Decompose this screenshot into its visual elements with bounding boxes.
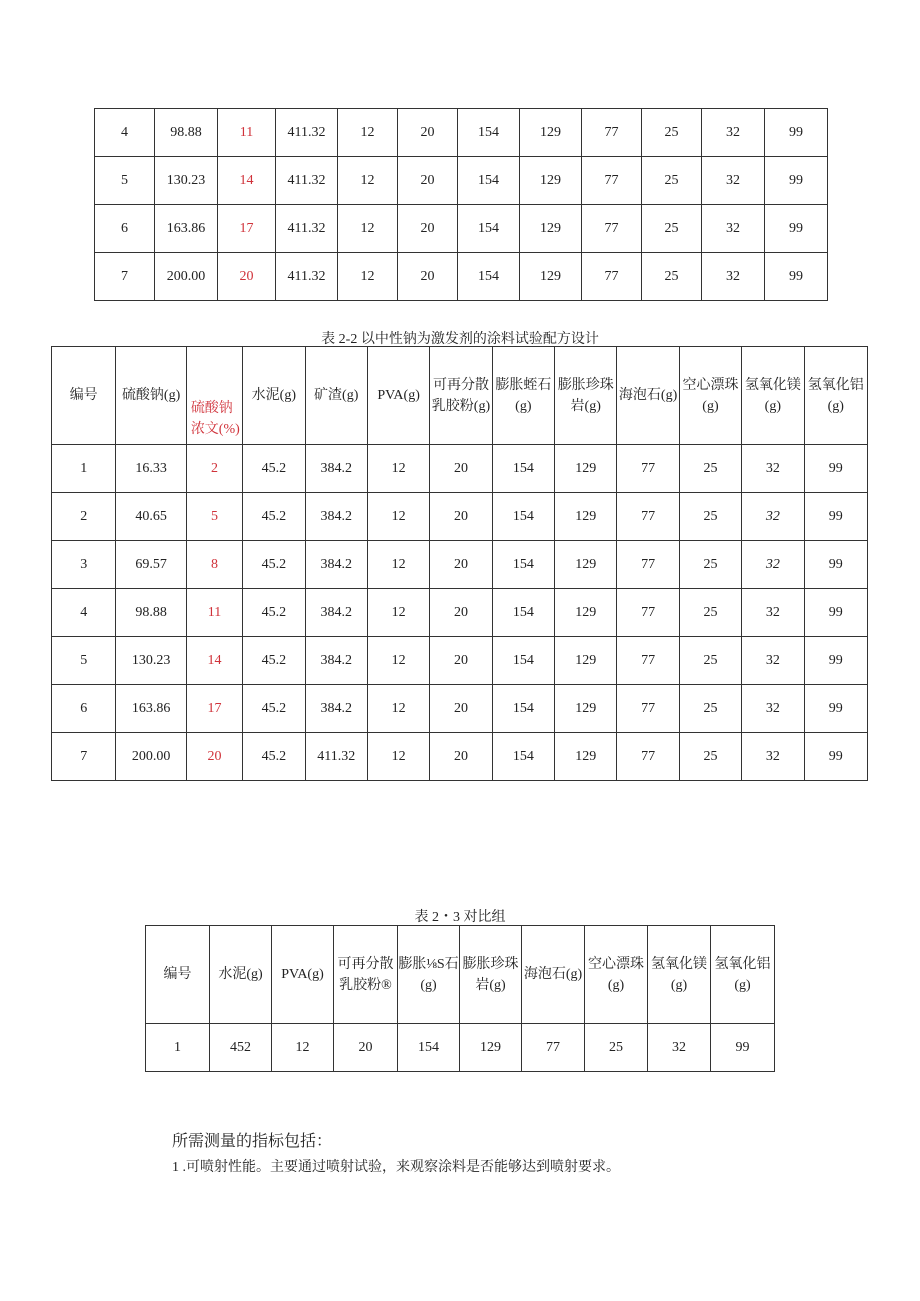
table-row <box>95 205 828 253</box>
header-sepiolite: 海泡石(g) <box>522 926 585 1024</box>
header-aluminum-hydroxide: 氢氧化铝(g) <box>804 347 867 445</box>
table-cell: 32 <box>742 493 804 541</box>
table-cell: 77 <box>617 493 679 541</box>
table-cell: 25 <box>642 109 702 157</box>
table-row <box>52 445 868 493</box>
table-row <box>52 589 868 637</box>
table-cell: 12 <box>338 157 398 205</box>
table-cell: 7 <box>52 733 116 781</box>
table-cell: 77 <box>582 109 642 157</box>
table-cell: 11 <box>186 589 242 637</box>
table-cell: 6 <box>95 205 155 253</box>
table-cell: 25 <box>642 157 702 205</box>
table-cell: 32 <box>742 733 804 781</box>
table-top-continuation <box>94 108 828 301</box>
table-cell: 8 <box>186 541 242 589</box>
table-cell: 7 <box>95 253 155 301</box>
table-cell: 20 <box>398 253 458 301</box>
header-sepiolite: 海泡石(g) <box>617 347 679 445</box>
table-cell: 411.32 <box>276 109 338 157</box>
table-cell: 32 <box>702 205 765 253</box>
table-cell: 5 <box>52 637 116 685</box>
table-2-3-caption: 表 2・3 对比组 <box>414 910 506 925</box>
table-cell: 45.2 <box>243 493 305 541</box>
table-cell: 129 <box>555 637 617 685</box>
table-cell: 25 <box>585 1024 648 1072</box>
header-sodium-sulfate: 硫酸钠(g) <box>116 347 186 445</box>
header-cement: 水泥(g) <box>210 926 272 1024</box>
header-magnesium-hydroxide: 氢氧化镁(g) <box>648 926 711 1024</box>
table-cell: 12 <box>367 493 429 541</box>
table-cell: 98.88 <box>155 109 218 157</box>
table-cell: 32 <box>702 253 765 301</box>
table-cell: 163.86 <box>155 205 218 253</box>
table-cell: 14 <box>186 637 242 685</box>
table-2-2-caption: 表 2-2 以中性钠为激发剂的涂料试验配方设计 <box>321 332 599 347</box>
table-cell: 200.00 <box>116 733 186 781</box>
table-cell: 77 <box>617 685 679 733</box>
table-cell: 25 <box>679 493 741 541</box>
table-cell: 20 <box>430 637 492 685</box>
table-cell: 77 <box>617 445 679 493</box>
table-cell: 154 <box>492 685 554 733</box>
table-cell: 154 <box>492 493 554 541</box>
table-cell: 99 <box>804 445 867 493</box>
header-aluminum-hydroxide: 氢氧化铝(g) <box>711 926 775 1024</box>
table-cell: 154 <box>492 733 554 781</box>
table-2-2 <box>51 346 868 781</box>
table-cell: 45.2 <box>243 733 305 781</box>
measurement-item-1: 1 .可喷射性能。主要通过喷射试验，来观察涂料是否能够达到喷射要求。 <box>172 1160 620 1175</box>
table-cell: 77 <box>617 541 679 589</box>
table-cell: 16.33 <box>116 445 186 493</box>
table-cell: 77 <box>617 733 679 781</box>
table-cell: 99 <box>711 1024 775 1072</box>
table-cell: 411.32 <box>305 733 367 781</box>
table-cell: 17 <box>218 205 276 253</box>
table-cell: 5 <box>95 157 155 205</box>
table-row <box>52 733 868 781</box>
table-cell: 5 <box>186 493 242 541</box>
table-2-2-header-row <box>52 347 868 445</box>
table-cell: 411.32 <box>276 157 338 205</box>
header-vermiculite: 膨胀⅛S石(g) <box>398 926 460 1024</box>
table-cell: 99 <box>765 205 828 253</box>
table-cell: 14 <box>218 157 276 205</box>
table-cell: 12 <box>272 1024 334 1072</box>
table-cell: 20 <box>334 1024 398 1072</box>
table-cell: 45.2 <box>243 589 305 637</box>
table-cell: 32 <box>702 157 765 205</box>
table-cell: 411.32 <box>276 205 338 253</box>
table-row <box>95 157 828 205</box>
table-cell: 12 <box>367 685 429 733</box>
header-latex-powder: 可再分散乳胶粉® <box>334 926 398 1024</box>
table-cell: 12 <box>367 445 429 493</box>
table-cell: 154 <box>458 253 520 301</box>
header-id: 编号 <box>52 347 116 445</box>
table-cell: 20 <box>430 541 492 589</box>
table-cell: 99 <box>804 685 867 733</box>
table-cell: 20 <box>398 109 458 157</box>
table-cell: 77 <box>582 253 642 301</box>
table-cell: 20 <box>218 253 276 301</box>
table-cell: 11 <box>218 109 276 157</box>
table-cell: 17 <box>186 685 242 733</box>
table-cell: 12 <box>367 733 429 781</box>
table-cell: 25 <box>679 541 741 589</box>
table-cell: 99 <box>765 253 828 301</box>
table-cell: 200.00 <box>155 253 218 301</box>
table-cell: 77 <box>582 205 642 253</box>
table-cell: 154 <box>398 1024 460 1072</box>
header-sodium-sulfate-concentration: 硫酸钠浓文(%) <box>186 347 242 445</box>
header-id: 编号 <box>146 926 210 1024</box>
table-row <box>52 493 868 541</box>
table-row <box>95 109 828 157</box>
table-cell: 45.2 <box>243 685 305 733</box>
table-cell: 45.2 <box>243 637 305 685</box>
table-cell: 98.88 <box>116 589 186 637</box>
table-cell: 154 <box>458 205 520 253</box>
table-cell: 2 <box>52 493 116 541</box>
header-magnesium-hydroxide: 氢氧化镁(g) <box>742 347 804 445</box>
table-cell: 45.2 <box>243 541 305 589</box>
table-cell: 154 <box>458 109 520 157</box>
table-cell: 20 <box>430 445 492 493</box>
table-cell: 77 <box>617 637 679 685</box>
table-cell: 129 <box>555 733 617 781</box>
table-cell: 129 <box>460 1024 522 1072</box>
table-cell: 3 <box>52 541 116 589</box>
table-cell: 129 <box>555 445 617 493</box>
table-cell: 20 <box>398 157 458 205</box>
table-cell: 154 <box>492 541 554 589</box>
header-cenosphere: 空心漂珠(g) <box>679 347 741 445</box>
measurement-indicators-heading: 所需测量的指标包括： <box>172 1131 333 1150</box>
table-cell: 1 <box>146 1024 210 1072</box>
table-cell: 32 <box>648 1024 711 1072</box>
table-cell: 384.2 <box>305 445 367 493</box>
table-cell: 25 <box>679 733 741 781</box>
table-cell: 12 <box>338 253 398 301</box>
table-cell: 99 <box>765 157 828 205</box>
table-cell: 77 <box>617 589 679 637</box>
table-cell: 129 <box>520 157 582 205</box>
table-cell: 99 <box>804 541 867 589</box>
table-cell: 69.57 <box>116 541 186 589</box>
table-cell: 384.2 <box>305 589 367 637</box>
table-cell: 2 <box>186 445 242 493</box>
table-cell: 384.2 <box>305 493 367 541</box>
header-perlite: 膨胀珍珠岩(g) <box>460 926 522 1024</box>
table-cell: 99 <box>765 109 828 157</box>
table-cell: 20 <box>186 733 242 781</box>
table-cell: 163.86 <box>116 685 186 733</box>
table-row <box>95 253 828 301</box>
table-cell: 20 <box>430 685 492 733</box>
table-2-3 <box>145 925 775 1072</box>
table-cell: 411.32 <box>276 253 338 301</box>
table-cell: 32 <box>702 109 765 157</box>
table-cell: 129 <box>555 493 617 541</box>
table-cell: 129 <box>520 253 582 301</box>
table-cell: 130.23 <box>155 157 218 205</box>
table-cell: 1 <box>52 445 116 493</box>
header-latex-powder: 可再分散乳胶粉(g) <box>430 347 492 445</box>
table-cell: 99 <box>804 589 867 637</box>
table-cell: 4 <box>95 109 155 157</box>
table-cell: 20 <box>430 589 492 637</box>
table-cell: 129 <box>520 205 582 253</box>
table-cell: 32 <box>742 445 804 493</box>
table-cell: 4 <box>52 589 116 637</box>
header-cenosphere: 空心漂珠(g) <box>585 926 648 1024</box>
table-cell: 77 <box>522 1024 585 1072</box>
table-cell: 12 <box>367 541 429 589</box>
table-row <box>52 541 868 589</box>
table-cell: 129 <box>555 589 617 637</box>
table-cell: 99 <box>804 733 867 781</box>
table-cell: 20 <box>430 493 492 541</box>
table-cell: 45.2 <box>243 445 305 493</box>
table-cell: 154 <box>458 157 520 205</box>
table-cell: 99 <box>804 493 867 541</box>
table-cell: 25 <box>679 589 741 637</box>
table-cell: 25 <box>679 445 741 493</box>
table-cell: 384.2 <box>305 685 367 733</box>
header-cement: 水泥(g) <box>243 347 305 445</box>
table-cell: 129 <box>555 541 617 589</box>
table-cell: 32 <box>742 637 804 685</box>
table-cell: 25 <box>679 685 741 733</box>
table-row <box>146 1024 775 1072</box>
header-perlite: 膨胀珍珠岩(g) <box>555 347 617 445</box>
table-cell: 129 <box>520 109 582 157</box>
header-slag: 矿渣(g) <box>305 347 367 445</box>
table-row <box>52 637 868 685</box>
table-cell: 40.65 <box>116 493 186 541</box>
table-cell: 32 <box>742 685 804 733</box>
table-cell: 20 <box>398 205 458 253</box>
table-cell: 154 <box>492 445 554 493</box>
header-pva: PVA(g) <box>272 926 334 1024</box>
table-cell: 25 <box>642 205 702 253</box>
header-vermiculite: 膨胀蛭石(g) <box>492 347 554 445</box>
table-cell: 130.23 <box>116 637 186 685</box>
table-cell: 12 <box>338 109 398 157</box>
table-cell: 384.2 <box>305 637 367 685</box>
table-cell: 154 <box>492 589 554 637</box>
table-cell: 12 <box>367 637 429 685</box>
table-row <box>52 685 868 733</box>
table-cell: 25 <box>679 637 741 685</box>
table-cell: 384.2 <box>305 541 367 589</box>
table-2-3-header-row <box>146 926 775 1024</box>
table-cell: 99 <box>804 637 867 685</box>
table-cell: 25 <box>642 253 702 301</box>
table-cell: 32 <box>742 589 804 637</box>
table-cell: 77 <box>582 157 642 205</box>
table-cell: 12 <box>367 589 429 637</box>
header-pva: PVA(g) <box>367 347 429 445</box>
table-cell: 154 <box>492 637 554 685</box>
table-cell: 12 <box>338 205 398 253</box>
table-cell: 32 <box>742 541 804 589</box>
table-cell: 452 <box>210 1024 272 1072</box>
table-cell: 129 <box>555 685 617 733</box>
table-cell: 6 <box>52 685 116 733</box>
table-cell: 20 <box>430 733 492 781</box>
